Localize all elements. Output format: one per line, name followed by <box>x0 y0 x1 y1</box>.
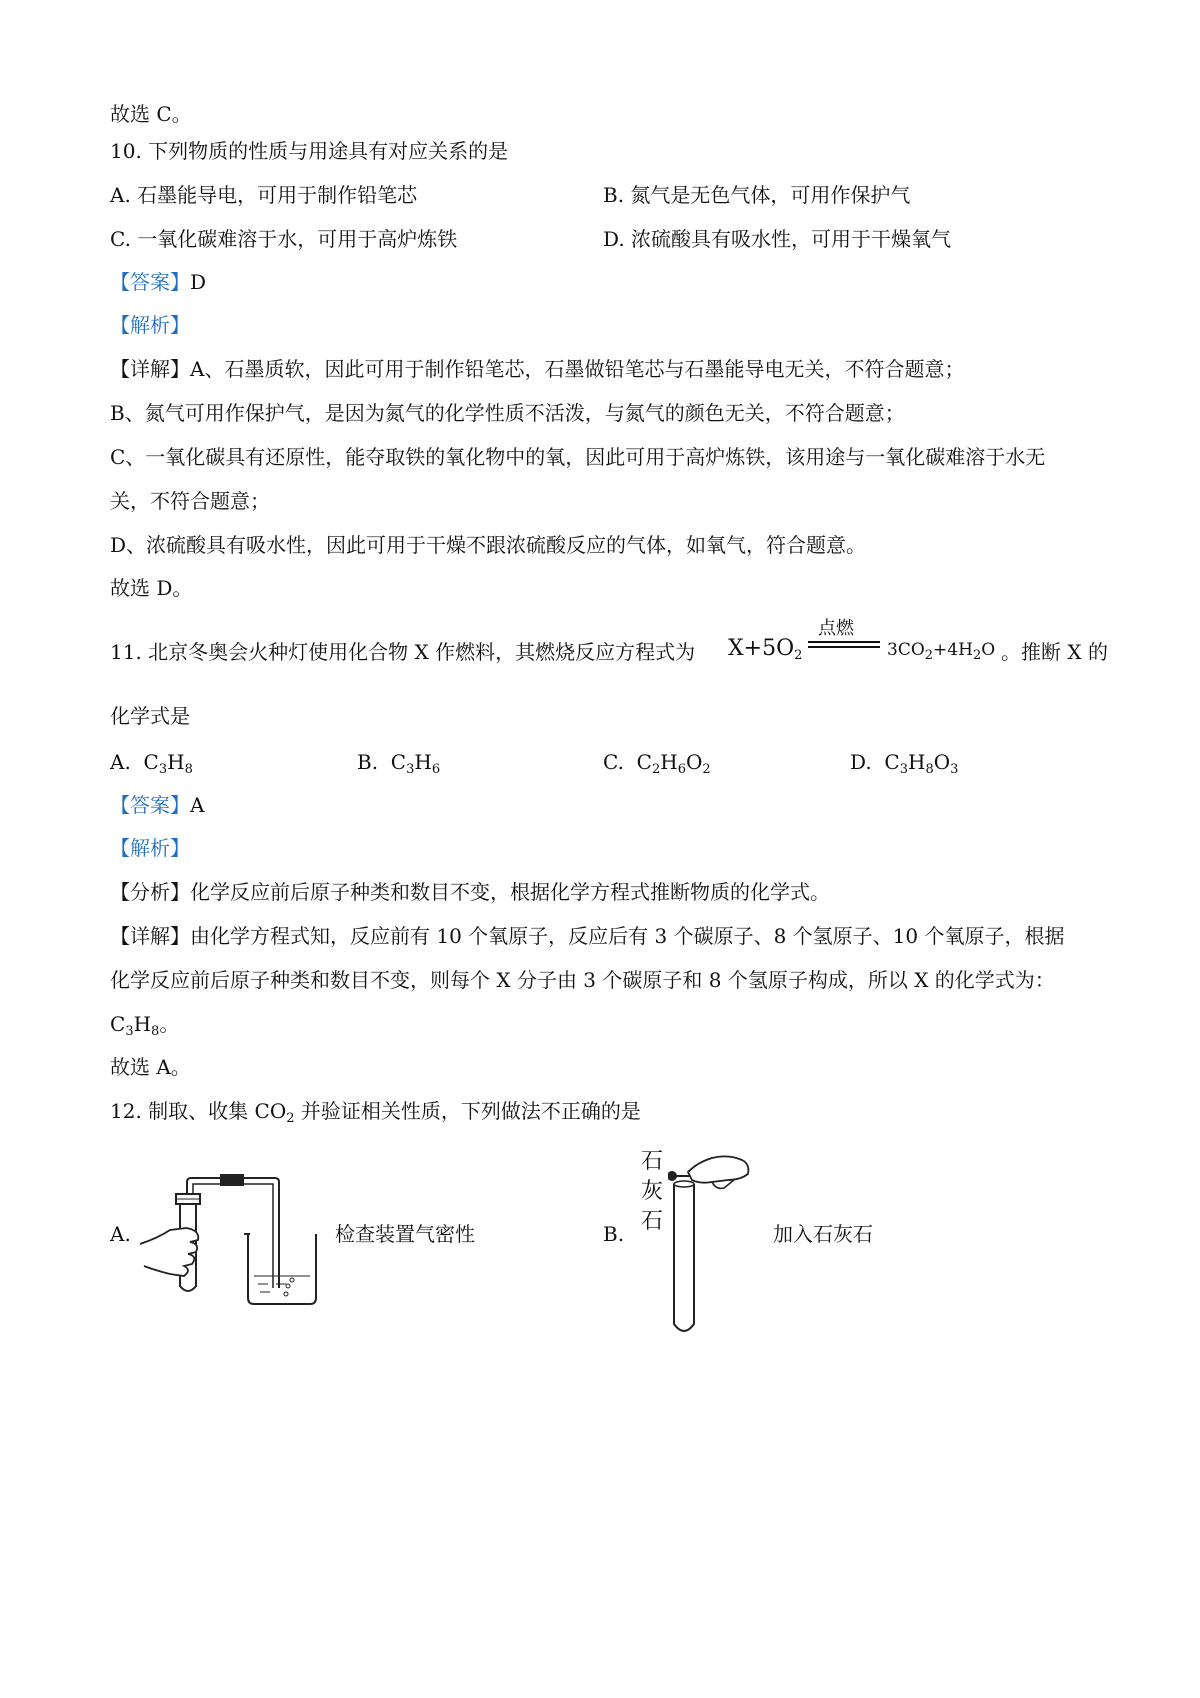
eq-right-a-sub: 2 <box>924 648 934 663</box>
q10-answer-line <box>110 268 206 296</box>
formula-h: H <box>133 1012 152 1036</box>
q10-option-d: D. 浓硫酸具有吸水性，可用于干燥氧气 <box>603 227 952 251</box>
answer-tag: 【答案】 <box>110 270 190 294</box>
q12-stem <box>110 1097 641 1125</box>
q11-answer: A <box>190 793 205 817</box>
q10-detail-d: D、浓硫酸具有吸水性，因此可用于干燥不跟浓硫酸反应的气体，如氧气，符合题意。 <box>110 533 867 557</box>
q11-option-c: C. $C_2H_6O_2$ <box>603 750 711 777</box>
eq-left-sub: 2 <box>794 648 803 663</box>
airtightness-check-figure <box>140 1168 340 1310</box>
detail-tag: 【详解】 <box>110 924 190 948</box>
eq-right-b-sub: 2 <box>972 648 982 663</box>
q11-detail-3 <box>110 1010 179 1038</box>
q11-stem-end: 。推断 X 的 <box>1001 640 1108 664</box>
q11-option-d: D. $C_3H_8O_3$ <box>850 750 959 777</box>
q12-option-b-label: B. <box>603 1222 625 1246</box>
opt-label: A. <box>110 750 131 774</box>
detail-text: A、石墨质软，因此可用于制作铅笔芯，石墨做铅笔芯与石墨能导电无关，不符合题意； <box>190 357 965 381</box>
equation-bar-top <box>808 641 880 643</box>
detail-tag: 【详解】 <box>110 357 190 381</box>
limestone-vertical-char-2: 灰 <box>640 1179 663 1204</box>
q11-answer-line <box>110 791 204 819</box>
formula-h-sub: 8 <box>151 1024 160 1039</box>
answer-tag: 【答案】 <box>110 793 190 817</box>
q12-option-a-label: A. <box>110 1222 131 1246</box>
q10-detail-a <box>110 355 964 383</box>
add-limestone-figure <box>668 1150 768 1340</box>
q11-option-a: A. $C_3H_8$ <box>110 750 193 777</box>
q11-analysis-line <box>110 834 190 862</box>
q12-stem-b: 并验证相关性质，下列做法不正确的是 <box>294 1099 641 1123</box>
eq-right-b: +4H <box>933 640 973 660</box>
equation-right <box>887 640 996 663</box>
opt-label: C. <box>603 750 624 774</box>
q10-option-b: B. 氮气是无色气体，可用作保护气 <box>603 183 911 207</box>
q12-stem-a: 12. 制取、收集 CO <box>110 1099 287 1123</box>
q10-stem: 10. 下列物质的性质与用途具有对应关系的是 <box>110 139 509 163</box>
q10-conclusion: 故选 D。 <box>110 576 193 600</box>
q10-analysis-line <box>110 311 190 339</box>
q12-stem-sub: 2 <box>286 1111 295 1126</box>
limestone-vertical-char-1: 石 <box>640 1149 663 1174</box>
q12-option-a-caption: 检查装置气密性 <box>335 1222 475 1246</box>
q9-conclusion: 故选 C。 <box>110 102 192 126</box>
q11-option-b: B. $C_3H_6$ <box>357 750 441 777</box>
q10-option-a: A. 石墨能导电，可用于制作铅笔芯 <box>110 183 418 207</box>
q11-stem-line2: 化学式是 <box>110 704 190 728</box>
analysis-tag: 【解析】 <box>110 313 190 337</box>
formula-c-sub: 3 <box>125 1024 134 1039</box>
q11-detail-2: 化学反应前后原子种类和数目不变，则每个 X 分子由 3 个碳原子和 8 个氢原子构成，所以 X 的化学式为： <box>110 968 1055 992</box>
eq-right-c: O <box>981 640 996 660</box>
equation-bar-bottom <box>808 646 880 648</box>
q11-stem-start: 11. 北京冬奥会火种灯使用化合物 X 作燃料，其燃烧反应方程式为 <box>110 640 696 664</box>
fenxi-tag: 【分析】 <box>110 880 190 904</box>
q10-answer: D <box>190 270 207 294</box>
q10-option-c: C. 一氧化碳难溶于水，可用于高炉炼铁 <box>110 227 458 251</box>
eq-right-a: 3CO <box>887 640 925 660</box>
q11-conclusion: 故选 A。 <box>110 1055 191 1079</box>
detail-text: 由化学方程式知，反应前有 10 个氧原子，反应后有 3 个碳原子、8 个氢原子、10 个氧原子，根据 <box>190 924 1065 948</box>
q11-detail-1 <box>110 922 1065 950</box>
q11-fenxi <box>110 878 830 906</box>
q10-detail-c2: 关，不符合题意； <box>110 489 270 513</box>
q10-detail-c1: C、一氧化碳具有还原性，能夺取铁的氧化物中的氧，因此可用于高炉炼铁，该用途与一氧化碳难溶于水无 <box>110 445 1046 469</box>
formula-c: C <box>110 1012 126 1036</box>
opt-label: D. <box>850 750 872 774</box>
fenxi-text: 化学反应前后原子种类和数目不变，根据化学方程式推断物质的化学式。 <box>190 880 830 904</box>
equation-condition: 点燃 <box>818 618 854 639</box>
analysis-tag: 【解析】 <box>110 836 190 860</box>
q10-detail-b: B、氮气可用作保护气，是因为氮气的化学性质不活泼，与氮气的颜色无关，不符合题意； <box>110 401 905 425</box>
q12-option-b-caption: 加入石灰石 <box>773 1222 873 1246</box>
limestone-vertical-char-3: 石 <box>640 1209 663 1234</box>
formula-end: 。 <box>159 1012 180 1036</box>
opt-label: B. <box>357 750 379 774</box>
equation-left <box>728 636 802 661</box>
eq-left-text: X+5O <box>728 636 795 661</box>
